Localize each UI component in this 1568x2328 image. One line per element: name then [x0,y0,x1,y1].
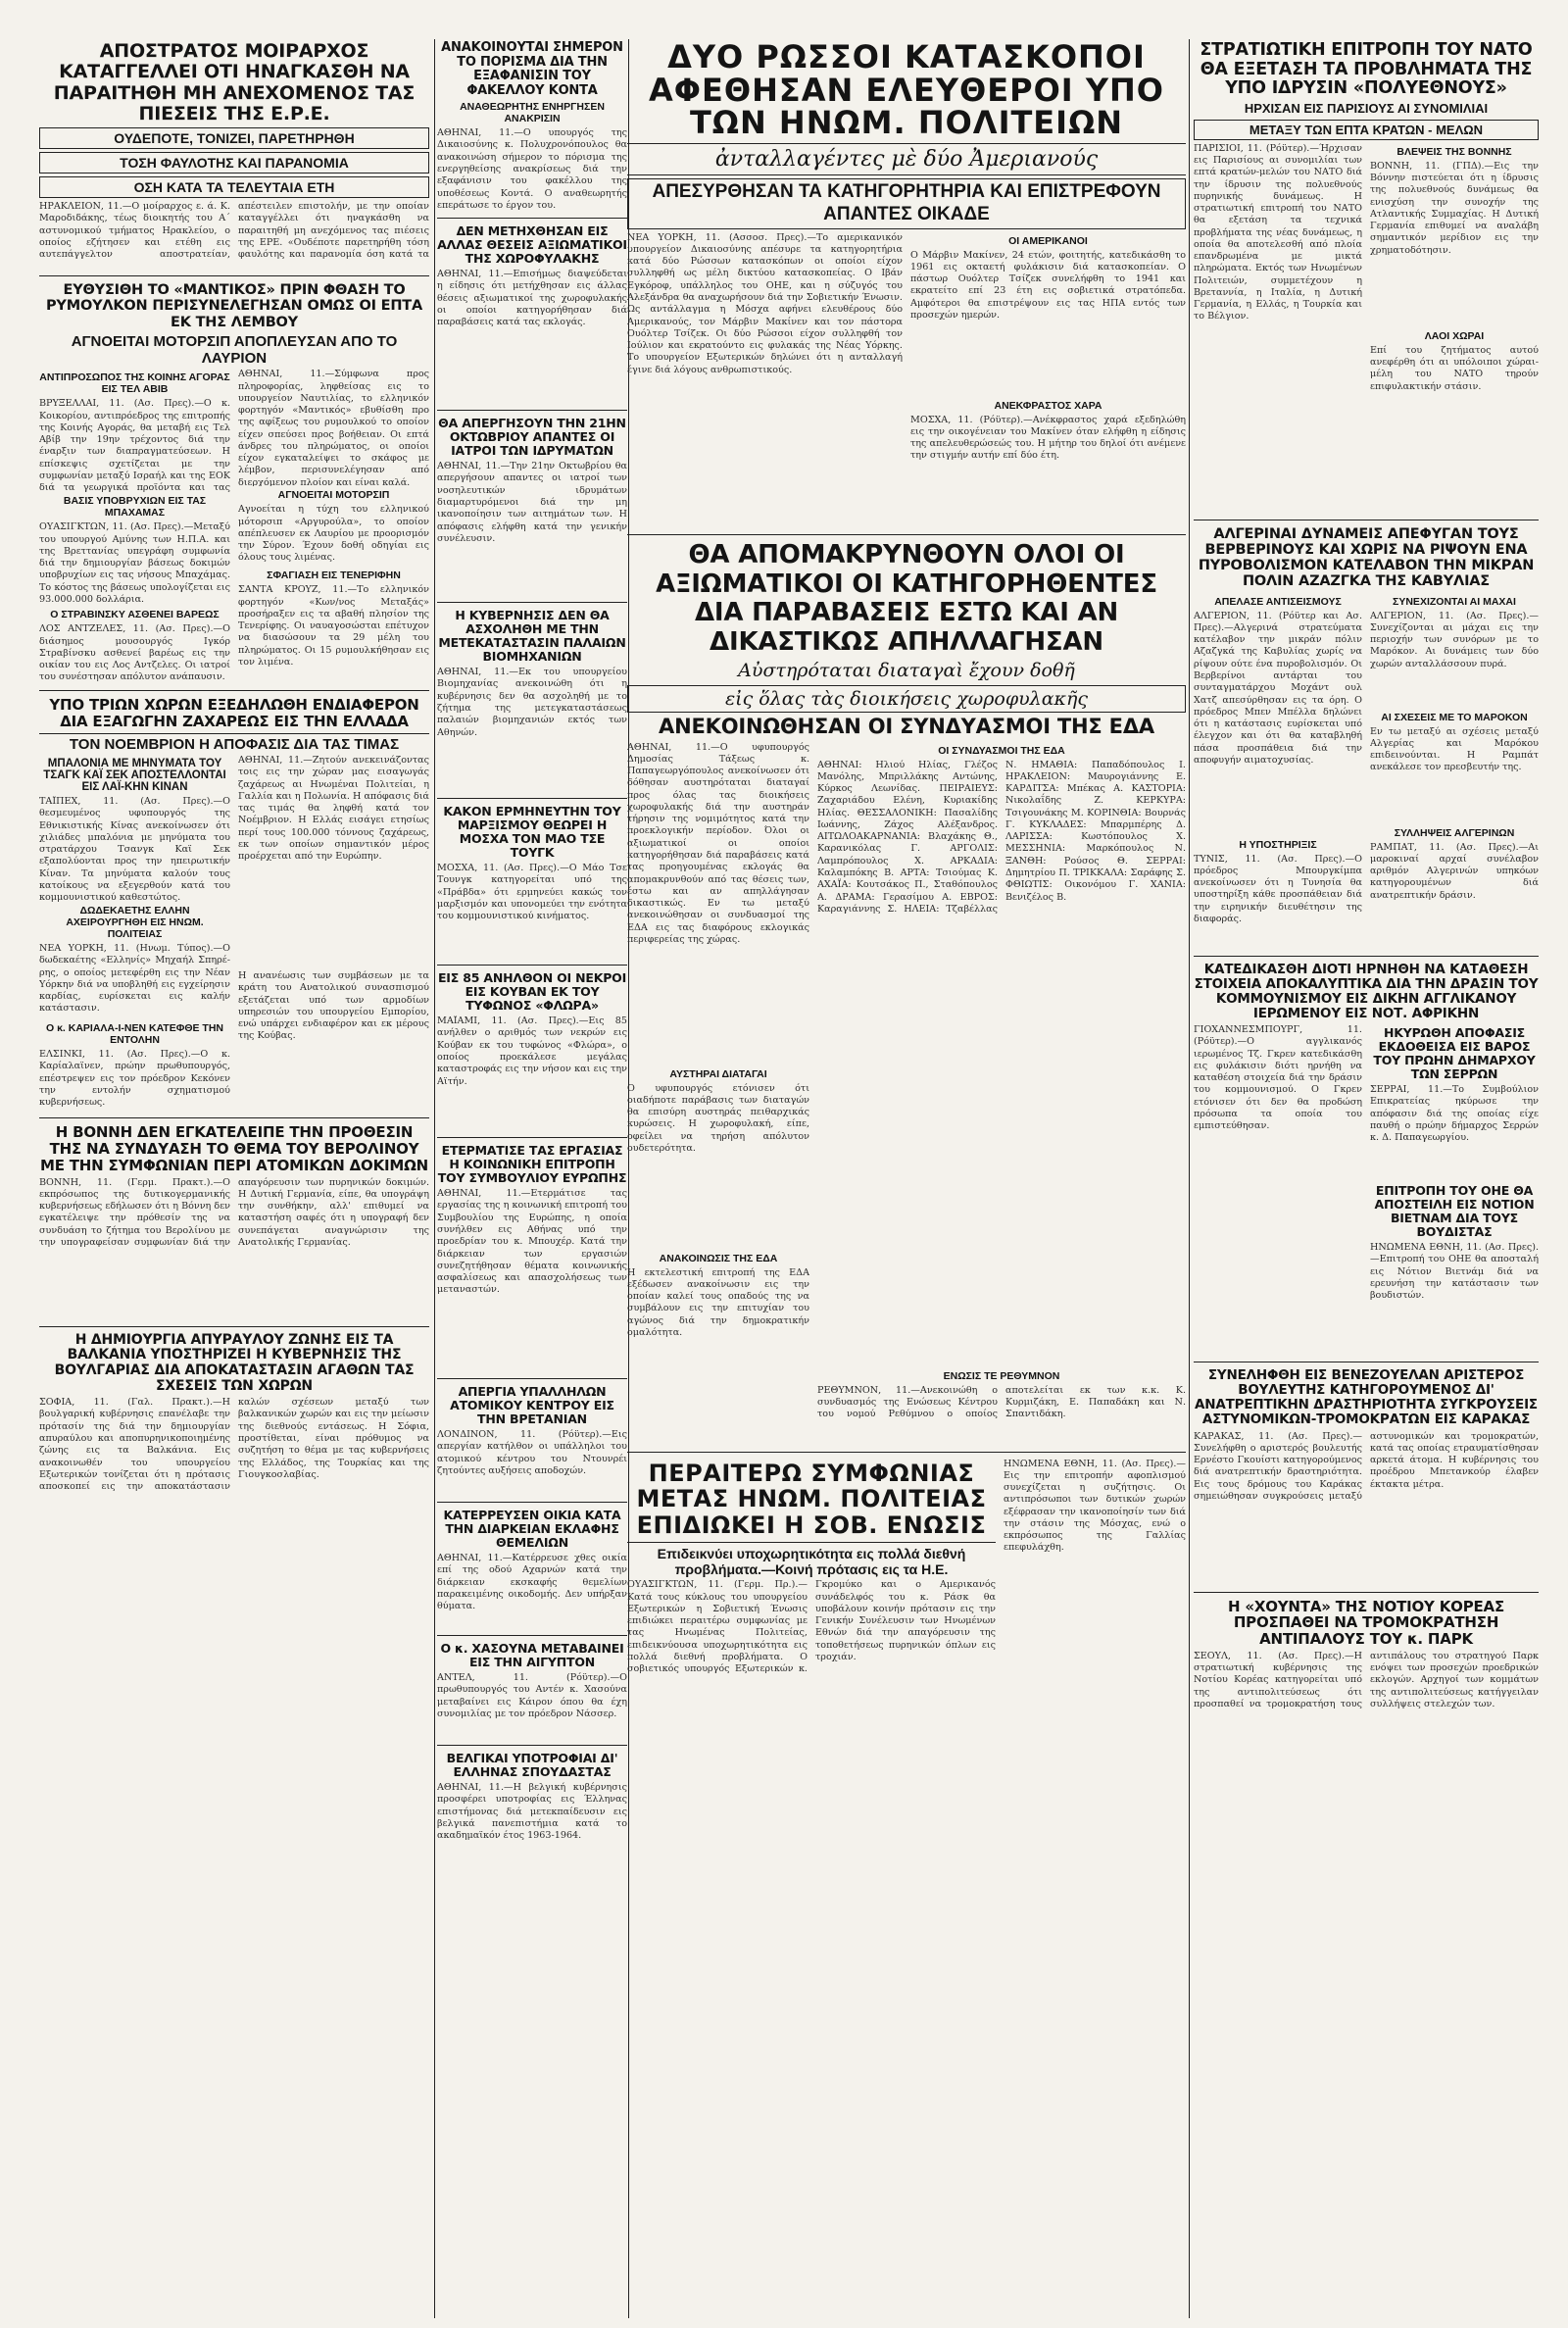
article-council-europe [437,1144,627,1379]
section-heading: ΟΙ ΣΥΝΔΥΑΣΜΟΙ ΤΗΣ ΕΔΑ [938,744,1065,757]
headline: ΕΥΘΥΣΙΘΗ ΤΟ «ΜΑΝΤΙΚΟΣ» ΠΡΙΝ ΦΘΑΣΗ ΤΟ ΡΥΜΟΥΛΚΟΝ ΠΕΡΙΣΥΝΕΛΕΓΗΣΑΝ ΟΜΩΣ ΟΙ ΕΠΤΑ ΕΚ ΤΗΣ ΛΕΜΒΟΥ [45,282,423,330]
subheadline: ΟΥΔΕΠΟΤΕ, ΤΟΝΙΖΕΙ, ΠΑΡΕΤΗΡΗΘΗ [39,127,429,149]
article-body: ΛΟΝΔΙΝΟΝ, 11. (Ρόϋτερ).—Εις απεργίαν κατήλθον οι υπάλληλοι του ατομικού κέντρου του Ντουνρέι ζητούντες αυξήσεις αποδοχών. [437,1429,627,1476]
article-bulgaria-zone [39,1333,429,1794]
article-body: Ο Μάρβιν Μακίνεν, 24 ετών, φοιτητής, κατεδικάσθη το 1961 εις οκταετή φυλάκισιν διά κατασκοπείαν. Ο πάστωρ Ουόλτερ Τσίζεκ συνελήφθη το 1941 και εκρατείτο επί 23 έτη εις σοβιετικά στρατόπεδα. Αμφότεροι θα επιστρέψουν εις τας ΗΠΑ εντός των προσεχών ημερών. [910,249,1186,321]
headline: ΕΙΣ 85 ΑΝΗΛΘΟΝ ΟΙ ΝΕΚΡΟΙ ΕΙΣ ΚΟΥΒΑΝ ΕΚ ΤΟΥ ΤΥΦΩΝΟΣ «ΦΛΩΡΑ» [437,970,627,1014]
section-heading: ΑΥΣΤΗΡΑΙ ΔΙΑΤΑΓΑΙ [669,1067,767,1080]
article-russian-spies [627,38,1186,535]
headline: Ο κ. ΧΑΣΟΥΝΑ ΜΕΤΑΒΑΙΝΕΙ ΕΙΣ ΤΗΝ ΑΙΓΥΠΤΟΝ [440,1641,624,1670]
headline: ΒΕΛΓΙΚΑΙ ΥΠΟΤΡΟΦΙΑΙ ΔΙ' ΕΛΛΗΝΑΣ ΣΠΟΥΔΑΣΤΑΣ [446,1751,618,1780]
article-venezuela [1194,1368,1539,1592]
article-body: ΑΘΗΝΑΙ, 11.—Κατέρρευσε χθες οικία επί της οδού Αχαρνών κατά την διάρκειαν εκσκαφής θεμελίων παρακειμένης οικοδομής. Δεν υπήρξαν θύματα. [437,1553,627,1612]
boxed-heading: ΑΠΕΣΥΡΘΗΣΑΝ ΤΑ ΚΑΤΗΓΟΡΗΤΗΡΙΑ ΚΑΙ ΕΠΙΣΤΡΕΦΟΥΝ ΑΠΑΝΤΕΣ ΟΙΚΑΔΕ [627,178,1186,229]
article-konta-file [437,41,627,219]
section-heading: Ο κ. ΚΑΡΙΑΛΑ-Ι-ΝΕΝ ΚΑΤΕΦΘΕ ΤΗΝ ΕΝΤΟΛΗΝ [45,1022,224,1047]
article-body: ΑΛΓΕΡΙΟΝ, 11. (Ασ. Πρες).—Συνεχίζονται αι μάχαι εις την περιοχήν των συνόρων με το Μαρόκον. Αι δυνάμεις των δύο χωρών ανταλλάσσουν πυρά. [1370,610,1539,669]
article-body: Η ανανέωσις των συμβάσεων με τα κράτη του Ανατολικού συνασπισμού εξετάζεται υπό των αρμοδίων υπηρεσιών του υπουργείου Εμπορίου, ενώ υπάρχει ενδιαφέρον και εκ μέρους της Κούβας. [238,970,429,1042]
boxed-subheadline: ΜΕΤΑΞΥ ΤΩΝ ΕΠΤΑ ΚΡΑΤΩΝ - ΜΕΛΩΝ [1194,120,1539,140]
boxed-subheadline: εἰς ὅλας τὰς διοικήσεις χωροφυλακῆς [627,685,1186,713]
subheadline: ΤΟΝ ΝΟΕΜΒΡΙΟΝ Η ΑΠΟΦΑΣΙΣ ΔΙΑ ΤΑΣ ΤΙΜΑΣ [39,733,429,753]
column-rule [434,39,435,2318]
column-4 [1194,39,1539,2318]
article-scholarships [437,1752,627,1894]
article-korea [1194,1599,1539,1802]
headline: ΚΑΤΕΔΙΚΑΣΘΗ ΔΙΟΤΙ ΗΡΝΗΘΗ ΝΑ ΚΑΤΑΘΕΣΗ ΣΤΟΙΧΕΙΑ ΑΠΟΚΑΛΥΠΤΙΚΑ ΔΙΑ ΤΗΝ ΔΡΑΣΙΝ ΤΟΥ ΚΟΜΜΟΥΝΙΣΜΟΥ ΕΙΣ ΔΙΚΗΝ ΑΓΓΛΙΚΑΝΟΥ ΙΕΡΩΜΕΝΟΥ ΕΙΣ ΝΟΤ. ΑΦΡΙΚΗΝ [1194,961,1539,1021]
article-cuba-typhoon [437,971,627,1138]
article-body: ΡΕΘΥΜΝΟΝ, 11.—Ανεκοινώθη ο συνδυασμός της Ενώσεως Κέντρου του νομού Ρεθύμνου ο οποίος αποτελείται εκ των κ.κ. Κ. Κυρμιζάκη, Ε. Παπαδάκη και Ν. Σπαντιδάκη. [817,1384,1186,1420]
subheadline: ΑΝΑΘΕΩΡΗΤΗΣ ΕΝΗΡΓΗΣΕΝ ΑΝΑΚΡΙΣΙΝ [460,101,605,125]
section-heading: ΑΠΕΛΑΣΕ ΑΝΤΙΣΕΙΣΜΟΥΣ [1214,595,1342,608]
article-body: ΒΟΝΝΗ, 11. (ΓΠΔ).—Εις την Βόννην πιστεύεται ότι η ίδρυσις της πολυεθνούς δυνάμεως θα ενισχύση την συνοχήν της Ατλαντικής Συμμαχίας. Η Δυτική Γερμανία επιθυμεί να αναλάβη σημαντικόν μερίδιον εις την χρηματοδότησιν. [1370,160,1539,256]
article-body: Η εκτελεστική επιτροπή της ΕΔΑ εξέδωσεν ανακοίνωσιν εις την οποίαν καλεί τους οπαδούς της να συμβάλουν εις την επιτυχίαν του αγώνος διά την δημοκρατικήν ομαλότητα. [627,1266,809,1338]
article-atomic-strike [437,1385,627,1503]
article-industries [437,609,627,799]
headline: ΚΑΚΟΝ ΕΡΜΗΝΕΥΤΗΝ ΤΟΥ ΜΑΡΞΙΣΜΟΥ ΘΕΩΡΕΙ Η ΜΟΣΧΑ ΤΟΝ ΜΑΟ ΤΣΕ ΤΟΥΓΚ [443,804,621,861]
headline: ΑΠΕΡΓΙΑ ΥΠΑΛΛΗΛΩΝ ΑΤΟΜΙΚΟΥ ΚΕΝΤΡΟΥ ΕΙΣ ΤΗΝ ΒΡΕΤΑΝΙΑΝ [450,1384,614,1427]
article-body: ΣΑΝΤΑ ΚΡΟΥΖ, 11.—Το ελληνικόν φορτηγόν «Κων/νος Μεταξάς» προσήραξεν εις τα αβαθή πλησίον της Τενερίφης. Οι ναυαγοσώσται επέτυχον να διασώσουν τα 29 μέλη του πληρώματος. Οι 15 ρυμουλκήθησαν εις τον λιμένα. [238,584,429,668]
article-body: ΓΙΟΧΑΝΝΕΣΜΠΟΥΡΓ, 11. (Ρόϋτερ).—Ο αγγλικανός ιερωμένος Τζ. Γκρεν κατεδικάσθη εις φυλάκισιν διότι ηρνήθη να καταθέση στοιχεία διά την δράσιν του κομμουνισμού. Ο Γκρεν ετόνισεν ότι δεν θα προδώση πρόσωπα τα οποία του εμπιστεύθησαν. [1194,1024,1362,1132]
section-heading: ΑΝΕΚΦΡΑΣΤΟΣ ΧΑΡΑ [994,399,1102,412]
section-heading: ΑΝΑΚΟΙΝΩΣΙΣ ΤΗΣ ΕΔΑ [659,1252,778,1264]
headline: ΘΑ ΑΠΕΡΓΗΣΟΥΝ ΤΗΝ 21ΗΝ ΟΚΤΩΒΡΙΟΥ ΑΠΑΝΤΕΣ ΟΙ ΙΑΤΡΟΙ ΤΩΝ ΙΔΡΥΜΑΤΩΝ [438,416,626,459]
headline: Η ΔΗΜΙΟΥΡΓΙΑ ΑΠΥΡΑΥΛΟΥ ΖΩΝΗΣ ΕΙΣ ΤΑ ΒΑΛΚΑΝΙΑ ΥΠΟΣΤΗΡΙΖΕΙ Η ΚΥΒΕΡΝΗΣΙΣ ΤΗΣ ΒΟΥΛΓΑΡΙΑΣ ΔΙΑ ΑΠΟΚΑΤΑΣΤΑΣΙΝ ΑΓΑΘΩΝ ΤΑΣ ΣΧΕΣΕΙΣ ΤΩΝ ΧΩΡΩΝ [54,1331,415,1394]
subheadline: ΑΝΕΚΟΙΝΩΘΗΣΑΝ ΟΙ ΣΥΝΔΥΑΣΜΟΙ ΤΗΣ ΕΔΑ [659,715,1154,739]
headline: ΣΤΡΑΤΙΩΤΙΚΗ ΕΠΙΤΡΟΠΗ ΤΟΥ ΝΑΤΟ ΘΑ ΕΞΕΤΑΣΗ ΤΑ ΠΡΟΒΛΗΜΑΤΑ ΤΗΣ ΥΠΟ ΙΔΡΥΣΙΝ «ΠΟΛΥΕΘΝΟΥΣ» [1200,40,1533,99]
article-body: Ο υφυπουργός ετόνισεν ότι οιαδήποτε παράβασις των διαταγών θα επισύρη αυστηράς πειθαρχικάς κυρώσεις. Η χωροφυλακή, είπε, οφείλει να τηρήση απόλυτον ουδετερότητα. [627,1082,809,1154]
headline: ΑΛΓΕΡΙΝΑΙ ΔΥΝΑΜΕΙΣ ΑΠΕΦΥΓΑΝ ΤΟΥΣ ΒΕΡΒΕΡΙΝΟΥΣ ΚΑΙ ΧΩΡΙΣ ΝΑ ΡΙΨΟΥΝ ΕΝΑ ΠΥΡΟΒΟΛΙΣΜΟΝ ΚΑΤΕΛΑΒΟΝ ΤΗΝ ΜΙΚΡΑΝ ΠΟΛΙΝ ΑΖΑΖΓΚΑ ΤΗΣ ΚΑΒΥΛΙΑΣ [1198,525,1535,590]
article-doctors-strike [437,417,627,603]
section-heading: ΜΠΑΛΟΝΙΑ ΜΕ ΜΗΝΥΜΑΤΑ ΤΟΥ ΤΣΑΓΚ ΚΑΪ ΣΕΚ ΑΠΟΣΤΕΛΛΟΝΤΑΙ ΕΙΣ ΛΑΪ-ΚΗΝ ΚΙΝΑΝ [43,758,226,794]
headline: Η ΚΥΒΕΡΝΗΣΙΣ ΔΕΝ ΘΑ ΑΣΧΟΛΗΘΗ ΜΕ ΤΗΝ ΜΕΤΕΚΑΤΑΣΤΑΣΙΝ ΠΑΛΑΙΩΝ ΒΙΟΜΗΧΑΝΙΩΝ [438,608,626,665]
section-heading: ΑΝΤΙΠΡΟΣΩΠΟΣ ΤΗΣ ΚΟΙΝΗΣ ΑΓΟΡΑΣ ΕΙΣ ΤΕΛ ΑΒΙΒ [39,371,230,396]
article-body: ΝΕΑ ΥΟΡΚΗ, 11. (Ηνωμ. Τύπος).—Ο δωδεκαέτης «Ελληνίς» Μηχαήλ Σπηρέ-ρης, ο οποίος μετεφέρθη εις την Νέαν Υόρκην διά να υποβληθή εις εγχείρησιν καρδίας, ευρίσκεται εις καλήν κατάστασιν. [39,943,230,1015]
article-soviet-agreements [627,1459,1186,1884]
subheadline: ΟΣΗ ΚΑΤΑ ΤΑ ΤΕΛΕΥΤΑΙΑ ΕΤΗ [39,176,429,198]
article-body: ΜΟΣΧΑ, 11. (Ρόϋτερ).—Ανέκφραστος χαρά εξεδηλώθη εις την οικογένειαν του Μακίνεν όταν ελήφθη η είδησις της απελευθερώσεώς του. Η μήτηρ του δηλοί ότι ανέμενε την στιγμήν αυτήν επί δύο έτη. [910,414,1186,462]
article-body: ΣΟΦΙΑ, 11. (Γαλ. Πρακτ.).—Η βουλγαρική κυβέρνησις επανέλαβε την πρότασίν της διά την δημιουργίαν απυραύλου και αποπυρηνικοποιημένης ζώνης εις τα Βαλκάνια. Εις ανακοινωθέν του υπουργείου Εξωτερικών τονίζεται ότι η πρότασις αποσκοπεί εις την αποκατάστασιν καλών σχέσεων μεταξύ των βαλκανικών χωρών και εις την μείωσιν της διεθνούς εντάσεως. Η Σόφια, προστίθεται, είναι πρόθυμος να συζητήση το θέμα με τας κυβερνήσεις της Ελλάδος, της Τουρκίας και της Γιουγκοσλαβίας. [39,1397,429,1493]
article-mao [437,805,627,966]
headline: ΑΝΑΚΟΙΝΟΥΤΑΙ ΣΗΜΕΡΟΝ ΤΟ ΠΟΡΙΣΜΑ ΔΙΑ ΤΗΝ ΕΞΑΦΑΝΙΣΙΝ ΤΟΥ ΦΑΚΕΛΛΟΥ ΚΟΝΤΑ [441,40,623,98]
article-body: ΕΛΣΙΝΚΙ, 11. (Ασ. Πρες).—Ο κ. Καρίαλαϊνεν, πρώην πρωθυπουργός, επέστρεψεν εις τον πρόεδρον Κεκόνεν την εντολήν σχηματισμού κυβερνήσεως. [39,1049,230,1109]
article-body: ΑΘΗΝΑΙ, 11.—Ο υφυπουργός Δημοσίας Τάξεως κ. Παπαγεωργόπουλος ανεκοίνωσεν ότι δόθησαν αυστηρόταται διαταγαί προς όλας τας διοικήσεις χωροφυλακής διά την αυστηράν τήρησιν της νομιμότητος κατά την προεκλογικήν περίοδον. Όλοι οι αξιωματικοί οι οποίοι κατηγορήθησαν διά παραβάσεις κατά τας προηγουμένας εκλογάς θα απομακρυνθούν από τας θέσεις των, έστω και αν απηλλάγησαν δικαστικώς. Εν τω μεταξύ ανεκοινώθησαν οι συνδυασμοί της ΕΔΑ εις τας διαφόρους εκλογικάς περιφερείας της χώρας. [627,741,809,945]
article-body: ΣΕΡΡΑΙ, 11.—Το Συμβούλιον Επικρατείας ηκύρωσε την απόφασιν διά της οποίας είχε παυθή ο πρώην δήμαρχος Σερρών κ. Δ. Παπαγεωργίου. [1370,1084,1539,1144]
article-body: ΟΥΑΣΙΓΚΤΩΝ, 11. (Γερμ. Πρ.).—Κατά τους κύκλους του υπουργείου Εξωτερικών η Σοβιετική Ένωσις επιδιώκει περαιτέρω συμφωνίας με τας Ηνωμένας Πολιτείας, επιδεικνύουσα υποχωρητικότητα εις πολλά διεθνή προβλήματα. Ο σοβιετικός υπουργός Εξωτερικών κ. Γκρομύκο και ο Αμερικανός συνάδελφός του κ. Ράσκ θα υποβάλουν κοινήν πρότασιν εις την Γενικήν Συνέλευσιν των Ηνωμένων Εθνών διά την απαγόρευσιν της τοποθετήσεως πυρηνικών όπλων εις τροχιάν. [627,1579,996,1675]
article-body: ΑΘΗΝΑΙ, 11.—Η βελγική κυβέρνησις προσφέρει υποτροφίας εις Έλληνας επιστήμονας διά μετεκπαίδευσιν εις βελγικά πανεπιστήμια κατά το ακαδημαϊκόν έτος 1963-1964. [437,1782,627,1842]
section-heading: ΑΓΝΟΕΙΤΑΙ ΜΟΤΟΡΣΙΠ [277,489,390,502]
candidate-list: ΑΘΗΝΑΙ: Ηλιού Ηλίας, Γλέζος Μανόλης, Μπριλλάκης Αντώνης, Κύρκος Λεωνίδας. ΠΕΙΡΑΙΕΥΣ: Ζαχαριάδου Ελένη, Κυριακίδης Ηλίας. ΘΕΣΣΑΛΟΝΙΚΗ: Πασαλίδης Ιωάννης, Ζάχος Αλέξανδρος. ΑΙΤΩΛΟΑΚΑΡΝΑΝΙΑ: Βλαχάκης Θ., Καρανικόλας Γ. ΑΡΓΟΛΙΣ: Λαμπρόπουλος Χ. ΑΡΚΑΔΙΑ: Καλαμπόκης Β. ΑΡΤΑ: Τσιούμας Κ. ΑΧΑΪΑ: Κουτσάκος Π., Σταθόπουλος Α. ΔΡΑΜΑ: Γερασίμου Α. ΕΒΡΟΣ: Καραγιάννης Σ. ΗΛΕΙΑ: Τζαβέλλας Ν. ΗΜΑΘΙΑ: Παπαδόπουλος Ι. ΗΡΑΚΛΕΙΟΝ: Μαυρογιάννης Ε. ΚΑΡΔΙΤΣΑ: Μπέκας Α. ΚΑΣΤΟΡΙΑ: Νικολαΐδης Ζ. ΚΕΡΚΥΡΑ: Τσιγουνάκης Μ. ΚΟΡΙΝΘΙΑ: Βουρνάς Γ. ΚΥΚΛΑΔΕΣ: Μπαρμπέρης Δ. ΛΑΡΙΣΣΑ: Κωστόπουλος Χ. ΜΕΣΣΗΝΙΑ: Μαρκόπουλος Ν. ΞΑΝΘΗ: Ρούσος Θ. ΣΕΡΡΑΙ: Δημητρίου Π. ΤΡΙΚΚΑΛΑ: Σαράφης Σ. ΦΘΙΩΤΙΣ: Οικονόμου Γ. ΧΑΝΙΑ: Βενιζέλος Β. [817,759,1186,915]
article-body: ΠΑΡΙΣΙΟΙ, 11. (Ρόϋτερ).—Ήρχισαν εις Παρισίους αι συνομιλίαι των επτά κρατών-μελών του ΝΑΤΟ διά την ίδρυσιν της πολυεθνούς πυρηνικής δυνάμεως. Η στρατιωτική επιτροπή του ΝΑΤΟ θα εξετάση τα τεχνικά προβλήματα της νέας δυνάμεως, η οποία θα αποτελεσθή από πλοία επανδρωμένα με μικτά πληρώματα. Εκτός των Ηνωμένων Πολιτειών, συμμετέχουν η Βρεταννία, η Ιταλία, η Δυτική Γερμανία, η Ελλάς, η Τουρκία και το Βέλγιον. [1194,142,1362,322]
article-body: ΚΑΡΑΚΑΣ, 11. (Ασ. Πρες).—Συνελήφθη ο αριστερός βουλευτής Ερνέστο Γκουίστι κατηγορούμενος διά ανατρεπτικήν δραστηριότητα. Εις τους δρόμους του Καράκας σημειώθησαν συγκρούσεις μεταξύ αστυνομικών και τρομοκρατών, κατά τας οποίας ετραυματίσθησαν αρκετά άτομα. Η κυβέρνησις του προέδρου Μπετανκούρ έλαβεν έκτακτα μέτρα. [1194,1430,1539,1502]
article-mantikos [39,282,429,691]
section-heading: ΑΙ ΣΧΕΣΕΙΣ ΜΕ ΤΟ ΜΑΡΟΚΟΝ [1381,711,1528,723]
headline: Η «ΧΟΥΝΤΑ» ΤΗΣ ΝΟΤΙΟΥ ΚΟΡΕΑΣ ΠΡΟΣΠΑΘΕΙ ΝΑ ΤΡΟΜΟΚΡΑΤΗΣΗ ΑΝΤΙΠΑΛΟΥΣ ΤΟΥ κ. ΠΑΡΚ [1227,1597,1505,1649]
article-body: ΑΘΗΝΑΙ, 11.—Την 21ην Οκτωβρίου θα απεργήσουν απαντες οι ιατροί των νοσηλευτικών ιδρυμάτων διαμαρτυρόμενοι διά την μη ικανοποίησιν των αιτημάτων των. Η απόφασις ελήφθη κατά την γενικήν συνέλευσιν. [437,461,627,544]
section-heading: ΣΥΝΕΧΙΖΟΝΤΑΙ ΑΙ ΜΑΧΑΙ [1393,595,1516,608]
article-officers-removed [627,541,1186,1453]
subheadline: Αὐστηρόταται διαταγαὶ ἔχουν δοθῆ [738,660,1075,682]
headline: ΥΠΟ ΤΡΙΩΝ ΧΩΡΩΝ ΕΞΕΔΗΛΩΘΗ ΕΝΔΙΑΦΕΡΟΝ ΔΙΑ ΕΞΑΓΩΓΗΝ ΖΑΧΑΡΕΩΣ ΕΙΣ ΤΗΝ ΕΛΛΑΔΑ [49,696,419,731]
subheadline: Επιδεικνύει υποχωρητικότητα εις πολλά διεθνή προβλήματα.—Κοινή πρότασις εις τα Η.Ε. [627,1542,996,1577]
article-body: ΡΑΜΠΑΤ, 11. (Ασ. Πρες).—Αι μαροκιναί αρχαί συνέλαβον αριθμόν Αλγερινών υπηκόων κατηγορουμένων διά ανατρεπτικήν δράσιν. [1370,841,1539,901]
article-body: Επί του ζητήματος αυτού ανεφέρθη ότι αι υπόλοιποι χώραι-μέλη του ΝΑΤΟ τηρούν επιφυλακτικήν στάσιν. [1370,344,1539,392]
article-body: ΗΝΩΜΕΝΑ ΕΘΝΗ, 11. (Ασ. Πρες).—Εις την επιτροπήν αφοπλισμού συνεχίζεται η συζήτησις. Οι αντιπρόσωποι των δυτικών χωρών εξέφρασαν την ικανοποίησίν των διά την στάσιν της Μόσχας, ενώ ο εκπρόσωπος της Γαλλίας επεφυλάχθη. [1004,1458,1186,1554]
article-body: ΑΘΗΝΑΙ, 11.—Σύμφωνα προς πληροφορίας, ληφθείσας εις το υπουργείον Ναυτιλίας, το ελληνικόν φορτηγόν «Μαντικός» εβυθίσθη προ της αφίξεως του ρυμουλκού το οποίον είχεν σπεύσει προς βοήθειαν. Οι επτά άνδρες του πληρώματος, οι οποίοι είχον εγκαταλείψει το σκάφος με λέμβον, περισυνελέγησαν από διερχόμενον πλοίον και είναι καλά. [238,369,429,487]
article-body: ΣΕΟΥΛ, 11. (Ασ. Πρες).—Η στρατιωτική κυβέρνησις της Νοτίου Κορέας κατηγορείται υπό της αντιπολιτεύσεως ότι προσπαθεί να τρομοκρατήση τους αντιπάλους του στρατηγού Παρκ ενόψει των προσεχών προεδρικών εκλογών. Αρχηγοί των κομμάτων της αντιπολιτεύσεως κατήγγειλαν συλλήψεις στελεχών των. [1194,1650,1539,1709]
article-bonn-berlin [39,1124,429,1326]
article-south-africa [1194,963,1539,1362]
article-body: ΟΥΑΣΙΓΚΤΩΝ, 11. (Ασ. Πρες).—Μεταξύ του υπουργού Αμύνης των Η.Π.Α. και της Βρεττανίας υπεγράφη συμφωνία διά την δημιουργίαν βάσεως δοκιμών υποβρυχίων εις τας νήσους Μπαχάμας. Το κόστος της βάσεως υπολογίζεται εις 93.000.000 δολλάρια. [39,521,230,605]
article-house-collapse [437,1509,627,1636]
subheadline: ΗΡΧΙΣΑΝ ΕΙΣ ΠΑΡΙΣΙΟΥΣ ΑΙ ΣΥΝΟΜΙΛΙΑΙ [1244,100,1489,116]
article-gendarmerie [437,224,627,411]
section-heading: ΕΠΙΤΡΟΠΗ ΤΟΥ ΟΗΕ ΘΑ ΑΠΟΣΤΕΙΛΗ ΕΙΣ ΝΟΤΙΟΝ ΒΙΕΤΝΑΜ ΔΙΑ ΤΟΥΣ ΒΟΥΔΙΣΤΑΣ [1374,1183,1535,1240]
article-body: ΛΟΣ ΑΝΤΖΕΛΕΣ, 11. (Ασ. Πρες).—Ο διάσημος μουσουργός Ιγκόρ Στραβίνσκυ ασθενεί βαρέως εις την οικίαν του εις Λος Αντζελες. Οι ιατροί του συνέστησαν απόλυτον ανάπαυσιν. [39,623,230,683]
column-2 [437,39,627,2318]
subheadline: ΤΟΣΗ ΦΑΥΛΟΤΗΣ ΚΑΙ ΠΑΡΑΝΟΜΙΑ [39,152,429,173]
article-body: ΝΕΑ ΥΟΡΚΗ, 11. (Ασσοσ. Πρες).—Το αμερικανικόν υπουργείον Δικαιοσύνης απέσυρε τα κατηγορητήρια κατά δύο Ρώσσων κατασκόπων οι οποίοι είχον συλληφθή ως μέλη δικτύου κατασκοπείας. Ο Ιβάν Εγκόροφ, υπάλληλος του ΟΗΕ, και η σύζυγός του Αλεξάνδρα θα αναχωρήσουν διά την Σοβιετικήν Ένωσιν. Ως αντάλλαγμα η Μόσχα αφήνει ελευθέρους δύο Αμερικανούς, τον Μάρβιν Μακίνεν και τον πάστορα Ουόλτερ Τσίζεκ. Οι δύο Ρώσσοι είχον συλληφθή τον Ιούλιον και εκρατούντο εις φυλακάς της Νέας Υόρκης. Το υπουργείον Εξωτερικών δηλώνει ότι η ανταλλαγή έγινε διά λόγους ανθρωπιστικούς. [627,231,903,375]
article-body: ΑΝΤΕΛ, 11. (Ρόϋτερ).—Ο πρωθυπουργός του Αντέν κ. Χασούνα μεταβαίνει εις Κάιρον όπου θα έχη συνομιλίας με τον πρόεδρον Νάσσερ. [437,1672,627,1719]
column-3 [627,39,1186,2318]
main-headline: ΘΑ ΑΠΟΜΑΚΡΥΝΘΟΥΝ ΟΛΟΙ ΟΙ ΑΞΙΩΜΑΤΙΚΟΙ ΟΙ ΚΑΤΗΓΟΡΗΘΕΝΤΕΣ ΔΙΑ ΠΑΡΑΒΑΣΕΙΣ ΕΣΤΩ ΚΑΙ ΑΝ ΔΙΚΑΣΤΙΚΩΣ ΑΠΗΛΛΑΓΗΣΑΝ [656,539,1157,658]
headline: ΔΕΝ ΜΕΤΗΧΘΗΣΑΝ ΕΙΣ ΑΛΛΑΣ ΘΕΣΕΙΣ ΑΞΙΩΜΑΤΙΚΟΙ ΤΗΣ ΧΩΡΟΦΥΛΑΚΗΣ [437,223,627,267]
section-heading: ΕΝΩΣΙΣ ΤΕ ΡΕΘΥΜΝΟΝ [943,1369,1060,1382]
article-body: ΗΡΑΚΛΕΙΟΝ, 11.—Ο μοίραρχος ε. ά. Κ. Μαροδιδάκης, τέως διοικητής του Α΄ αστυνομικού τμήματος Ηρακλείου, ο οποίος εζήτησεν και ετέθη εις αυτεπάγγελτον αποστρατείαν, απέστειλεν επιστολήν, με την οποίαν καταγγέλλει ότι ηναγκάσθη να παραιτηθή μη ανεχόμενος τας πιέσεις της ΕΡΕ. «Ουδέποτε παρετηρήθη τόση φαυλότης και παρανομία όση κατά τα [39,201,429,261]
headline: ΣΥΝΕΛΗΦΘΗ ΕΙΣ ΒΕΝΕΖΟΥΕΛΑΝ ΑΡΙΣΤΕΡΟΣ ΒΟΥΛΕΥΤΗΣ ΚΑΤΗΓΟΡΟΥΜΕΝΟΣ ΔΙ' ΑΝΑΤΡΕΠΤΙΚΗΝ ΔΡΑΣΤΗΡΙΟΤΗΤΑ ΣΥΓΚΡΟΥΣΕΙΣ ΑΣΤΥΝΟΜΙΚΩΝ-ΤΡΟΜΟΚΡΑΤΩΝ ΕΙΣ ΚΑΡΑΚΑΣ [1195,1367,1538,1428]
article-body: ΤΥΝΙΣ, 11. (Ασ. Πρες).—Ο πρόεδρος Μπουργκίμπα ανεκοίνωσεν ότι η Τυνησία θα υποστηρίξη κάθε προσπάθειαν διά την ειρηνικήν διευθέτησιν της διαφοράς. [1194,853,1362,924]
article-body: ΑΘΗΝΑΙ, 11.—Ετερμάτισε τας εργασίας της η κοινωνική επιτροπή του Συμβουλίου της Ευρώπης, η οποία συνήλθεν εις Αθήνας υπό την προεδρίαν του κ. Μπουχέρ. Κατά την διάρκειαν των εργασιών συνεζητήθησαν θέματα κοινωνικής ασφαλίσεως και απασχολήσεως των μεταναστών. [437,1188,627,1296]
article-body: Εν τω μεταξύ αι σχέσεις μεταξύ Αλγερίας και Μαρόκου επιδεινούνται. Η Ραμπάτ ανεκάλεσε τον πρεσβευτήν της. [1370,725,1539,773]
article-body: ΗΝΩΜΕΝΑ ΕΘΝΗ, 11. (Ασ. Πρες).—Επιτροπή του ΟΗΕ θα αποσταλή εις Νότιον Βιετνάμ διά να ερευνήση την κατάστασιν των βουδιστών. [1370,1242,1539,1302]
article-body: ΑΘΗΝΑΙ, 11.—Επισήμως διαψεύδεται η είδησις ότι μετήχθησαν εις άλλας θέσεις αξιωματικοί της χωροφυλακής οι οποίοι κατηγορήθησαν διά παραβάσεις κατά τας εκλογάς. [437,269,627,328]
main-headline: ΠΕΡΑΙΤΕΡΩ ΣΥΜΦΩΝΙΑΣ ΜΕΤΑΣ ΗΝΩΜ. ΠΟΛΙΤΕΙΑΣ ΕΠΙΔΙΩΚΕΙ Η ΣΟΒ. ΕΝΩΣΙΣ [636,1459,987,1540]
article-body: ΜΑΪΑΜΙ, 11. (Ασ. Πρες).—Εις 85 ανήλθεν ο αριθμός των νεκρών εις Κούβαν εκ του τυφώνος «Φλώρα», ο οποίος προεκάλεσε μεγάλας καταστροφάς εις την νήσον και εις την Αϊτήν. [437,1015,627,1087]
article-algeria [1194,526,1539,957]
article-body: ΤΑΪΠΕΧ, 11. (Ασ. Πρες).—Ο θεσμευμένος υφυπουργός της Εθνικιστικής Κίνας ανεκοίνωσεν ότι χιλιάδες μπαλόνια με μηνύματα του στρατάρχου Τσανγκ Καϊ Σεκ εξαπολύονται προς την ηπειρωτικήν Κίναν. Τα μηνύματα καλούν τους κατοίκους να εξεγερθούν κατά του κομμουνιστικού καθεστώτος. [39,796,230,903]
section-heading: Ο ΣΤΡΑΒΙΝΣΚΥ ΑΣΘΕΝΕΙ ΒΑΡΕΩΣ [50,609,220,621]
section-heading: ΗΚΥΡΩΘΗ ΑΠΟΦΑΣΙΣ ΕΚΔΟΘΕΙΣΑ ΕΙΣ ΒΑΡΟΣ ΤΟΥ ΠΡΩΗΝ ΔΗΜΑΡΧΟΥ ΤΩΝ ΣΕΡΡΩΝ [1373,1025,1536,1082]
subheadline: ἀνταλλαγέντες μὲ δύο Ἀμεριανούς [627,143,1186,175]
section-heading: Η ΥΠΟΣΤΗΡΙΞΙΣ [1239,838,1317,851]
headline: ΕΤΕΡΜΑΤΙΣΕ ΤΑΣ ΕΡΓΑΣΙΑΣ Η ΚΟΙΝΩΝΙΚΗ ΕΠΙΤΡΟΠΗ ΤΟΥ ΣΥΜΒΟΥΛΙΟΥ ΕΥΡΩΠΗΣ [437,1143,627,1186]
article-body: ΜΟΣΧΑ, 11. (Ασ. Πρες).—Ο Μάο Τσε Τουνγκ κατηγορείται υπό της «Πράβδα» ότι ερμηνεύει κακώς τον μαρξισμόν και υπονομεύει την ενότητα του κομμουνιστικού κινήματος. [437,863,627,922]
section-heading: ΣΥΛΛΗΨΕΙΣ ΑΛΓΕΡΙΝΩΝ [1394,826,1515,839]
section-heading: ΒΛΕΨΕΙΣ ΤΗΣ ΒΟΝΝΗΣ [1396,145,1512,158]
article-body: ΑΛΓΕΡΙΟΝ, 11. (Ρόϋτερ και Ασ. Πρες).—Αλγερινά στρατεύματα κατέλαβον την μικράν πόλιν Αζαζγκά της Καβυλίας χωρίς να ρίψουν ούτε ένα πυροβολισμόν. Οι Βερβερίνοι αντάρται του συνταγματάρχου Μοχάντ ουλ Χατζ απεσύρθησαν εις τα όρη. Ο πρόεδρος Μπεν Μπέλλα δηλώνει ότι η κατάστασις ευρίσκεται υπό έλεγχον και ότι θα καταβληθή πάσα προσπάθεια διά την αποφυγήν αιματοχυσίας. [1194,610,1362,766]
article-body: ΑΘΗΝΑΙ, 11.—Εκ του υπουργείου Βιομηχανίας ανεκοινώθη ότι η κυβέρνησις δεν θα ασχοληθή με το ζήτημα της μετεγκαταστάσεως παλαιών βιομηχανιών εκτός των Αθηνών. [437,667,627,738]
section-heading: ΔΩΔΕΚΑΕΤΗΣ ΕΛΛΗΝ ΑΧΕΙΡΟΥΡΓΗΘΗ ΕΙΣ ΗΝΩΜ. ΠΟΛΙΤΕΙΑΣ [66,905,204,941]
section-heading: ΣΦΑΓΙΑΣΗ ΕΙΣ ΤΕΝΕΡΙΦΗΝ [267,570,401,582]
section-heading: ΟΙ ΑΜΕΡΙΚΑΝΟΙ [1008,234,1088,247]
headline: Η ΒΟΝΝΗ ΔΕΝ ΕΓΚΑΤΕΛΕΙΠΕ ΤΗΝ ΠΡΟΘΕΣΙΝ ΤΗΣ ΝΑ ΣΥΝΔΥΑΣΗ ΤΟ ΘΕΜΑ ΤΟΥ ΒΕΡΟΛΙΝΟΥ ΜΕ ΤΗΝ ΣΥΜΦΩΝΙΑΝ ΠΕΡΙ ΑΤΟΜΙΚΩΝ ΔΟΚΙΜΩΝ [39,1123,429,1174]
headline: ΚΑΤΕΡΡΕΥΣΕΝ ΟΙΚΙΑ ΚΑΤΑ ΤΗΝ ΔΙΑΡΚΕΙΑΝ ΕΚΛΑΦΗΣ ΘΕΜΕΛΙΩΝ [443,1508,621,1551]
article-body: ΑΘΗΝΑΙ, 11.—Ζητούν ανεκεινάζοντας τοις εις την χώραν μας εισαγωγάς ζαχάρεως αι Ηνωμέναι Πολιτείαι, η Γαλλία και η Πολωνία. Η απόφασις διά τας τιμάς θα ληφθή κατά τον Νοέμβριον. Η Ελλάς εισάγει ετησίως περί τους 100.000 τόννους ζαχάρεως, εκ των οποίων σημαντικόν μέρος προέρχεται από την Ευρώπην. [238,755,429,863]
article-body: ΑΘΗΝΑΙ, 11.—Ο υπουργός της Δικαιοσύνης κ. Πολυχρονόπουλος θα ανακοινώση σήμερον το πόρισμα της ενεργηθείσης ανακρίσεως διά την εξαφάνισιν του φακέλλου της υποθέσεως Κοντά. Ο αναθεωρητής επεράτωσε το έργον του. [437,127,627,211]
headline: ΑΠΟΣΤΡΑΤΟΣ ΜΟΙΡΑΡΧΟΣ ΚΑΤΑΓΓΕΛΛΕΙ ΟΤΙ ΗΝΑΓΚΑΣΘΗ ΝΑ ΠΑΡΑΙΤΗΘΗ ΜΗ ΑΝΕΧΟΜΕΝΟΣ ΤΑΣ ΠΙΕΣΕΙΣ ΤΗΣ Ε.Ρ.Ε. [53,40,416,124]
section-heading: ΛΑΟΙ ΧΩΡΑΙ [1424,329,1485,342]
article-body: ΒΡΥΞΕΛΛΑΙ, 11. (Ασ. Πρες).—Ο κ. Κοικορίου, αντιπρόεδρος της επιτροπής της Κοινής Αγοράς, θα μεταβή εις Τελ Αβίβ την 19ην τρέχοντος διά την έναρξιν των διαπραγματεύσεων. Η επίσκεψις σχετίζεται με την συμφωνίαν μεταξύ Ισραήλ και της ΕΟΚ διά τα γεωργικά προϊόντα και τας [39,398,230,493]
article-hasouna [437,1642,627,1746]
article-sugar-imports [39,697,429,1118]
article-retired-captain [39,41,429,276]
column-1 [39,39,429,2318]
column-rule [1189,39,1190,2318]
main-headline: ΔΥΟ ΡΩΣΣΟΙ ΚΑΤΑΣΚΟΠΟΙ ΑΦΕΘΗΣΑΝ ΕΛΕΥΘΕΡΟΙ ΥΠΟ ΤΩΝ ΗΝΩΜ. ΠΟΛΙΤΕΙΩΝ [649,38,1164,142]
article-body: ΒΟΝΝΗ, 11. (Γερμ. Πρακτ.).—Ο εκπρόσωπος της δυτικογερμανικής κυβερνήσεως εδήλωσεν ότι η Βόννη δεν εγκατέλειψε την πρόθεσίν της να συνδυάση το ζήτημα του Βερολίνου με την υπογραφείσαν συμφωνίαν διά την απαγόρευσιν των πυρηνικών δοκιμών. Η Δυτική Γερμανία, είπε, θα υπογράψη την συνθήκην, αλλ' επιθυμεί να καταστήση σαφές ότι η υπογραφή δεν συνεπάγεται αναγνώρισιν της Ανατολικής Γερμανίας. [39,1176,429,1248]
article-nato [1194,41,1539,520]
section-heading: ΒΑΣΙΣ ΥΠΟΒΡΥΧΙΩΝ ΕΙΣ ΤΑΣ ΜΠΑΧΑΜΑΣ [63,495,207,520]
subheadline: ΑΓΝΟΕΙΤΑΙ ΜΟΤΟΡΣΙΠ ΑΠΟΠΛΕΥΣΑΝ ΑΠΟ ΤΟ ΛΑΥΡΙΟΝ [71,332,398,368]
article-body: Αγνοείται η τύχη του ελληνικού μότορσιπ «Αργυρούλα», το οποίον απέπλευσεν εκ Λαυρίου με προορισμόν την Σύρον. Έχουν δοθή οδηγίαι εις όλους τους λιμένας. [238,504,429,564]
